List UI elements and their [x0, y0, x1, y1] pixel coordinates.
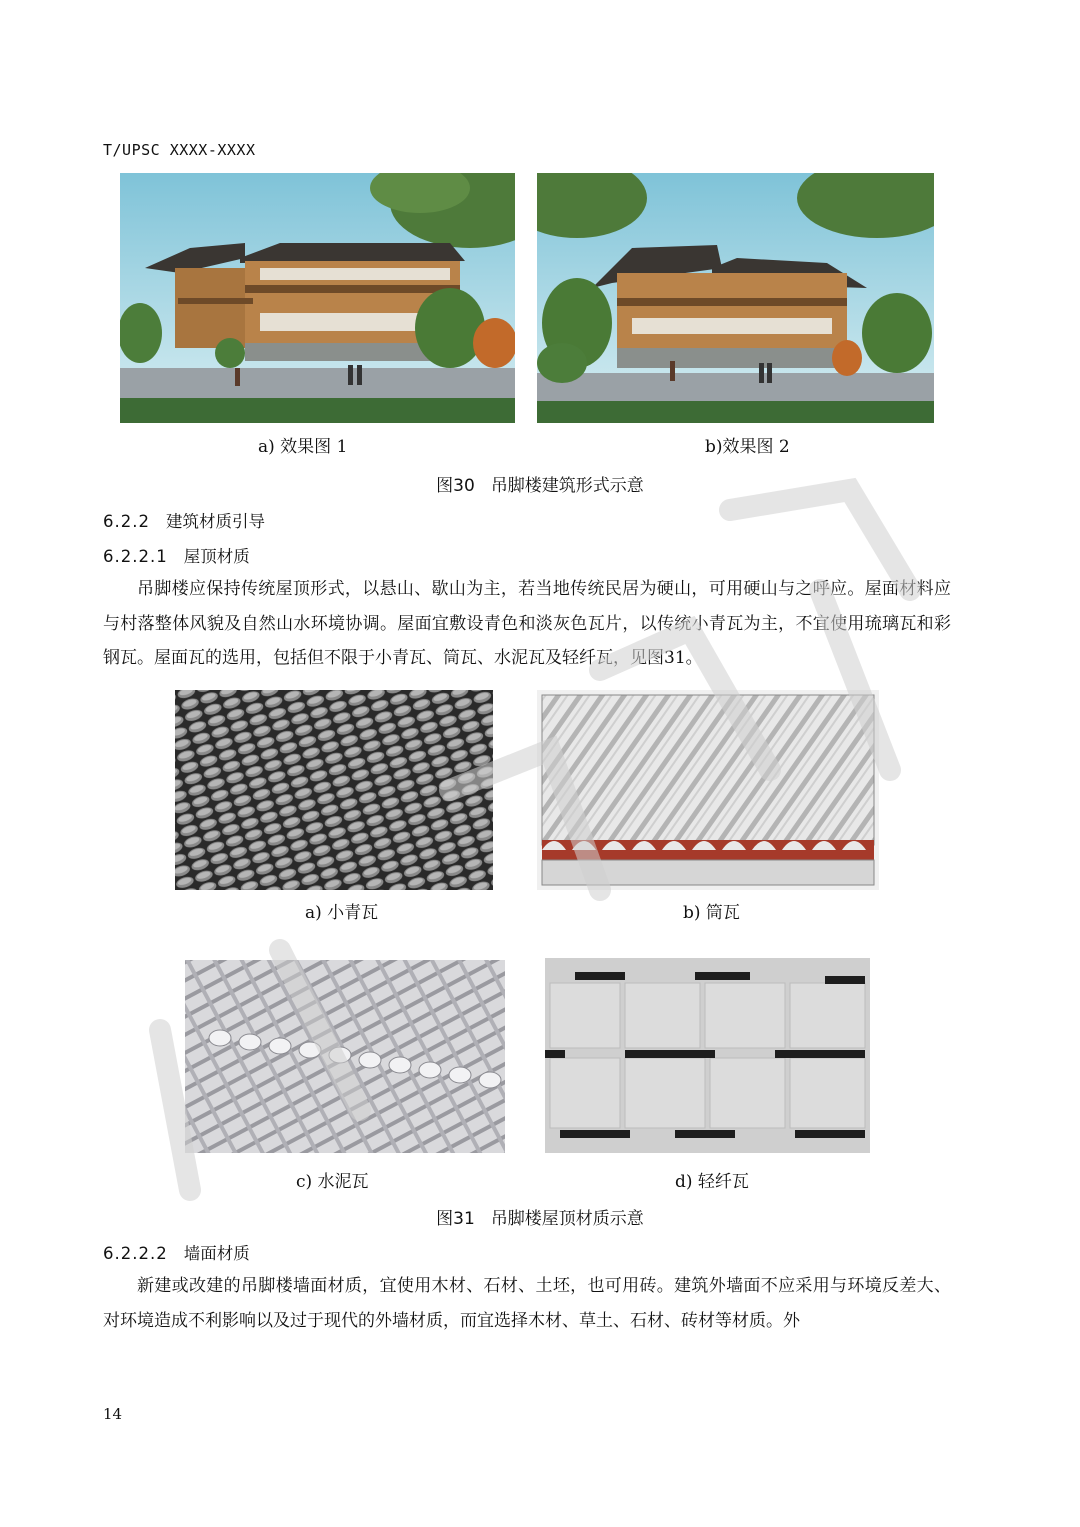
figure31-caption-c: c) 水泥瓦 [296, 1172, 369, 1192]
figure30-number: 图30 [436, 476, 475, 496]
figure31-image-b [537, 690, 879, 890]
figure31-caption-b: b) 筒瓦 [683, 903, 740, 923]
figure30-caption-a: a) 效果图 1 [258, 437, 348, 457]
figure31-title-text: 吊脚楼屋顶材质示意 [490, 1209, 644, 1229]
figure31-number: 图31 [436, 1209, 475, 1229]
figure30-title [0, 471, 1080, 496]
standard-code: T/UPSC XXXX-XXXX [103, 141, 256, 159]
section-title: 建筑材质引导 [165, 512, 265, 531]
section-title: 屋顶材质 [183, 547, 250, 566]
section-title: 墙面材质 [183, 1244, 250, 1263]
figure31-title [0, 1204, 1080, 1229]
section-number: 6.2.2.1 [103, 547, 168, 566]
page-number: 14 [103, 1405, 123, 1423]
figure31-image-c [185, 960, 505, 1153]
figure30-image-b [537, 173, 934, 423]
section-number: 6.2.2 [103, 512, 150, 531]
figure30-title-text: 吊脚楼建筑形式示意 [490, 476, 644, 496]
wall-material-paragraph: 新建或改建的吊脚楼墙面材质，宜使用木材、石材、土坯，也可用砖。建筑外墙面不应采用与环境反差大、对环境造成不利影响以及过于现代的外墙材质，而宜选择木材、草土、石材、砖材等材质。外 [103, 1276, 951, 1331]
figure31-image-a [175, 690, 493, 890]
section-number: 6.2.2.2 [103, 1244, 168, 1263]
section-6-2-2-1-heading [103, 543, 250, 567]
figure31-caption-a: a) 小青瓦 [305, 903, 379, 923]
figure31-image-d [545, 958, 870, 1153]
section-6-2-2-2-heading [103, 1240, 250, 1264]
figure30-caption-b: b)效果图 2 [705, 437, 790, 457]
roof-material-paragraph: 吊脚楼应保持传统屋顶形式，以悬山、歇山为主，若当地传统民居为硬山，可用硬山与之呼应。屋面材料应与村落整体风貌及自然山水环境协调。屋面宜敷设青色和淡灰色瓦片，以传统小青瓦为主，不宜使用琉璃瓦和彩钢瓦。屋面瓦的选用，包括但不限于小青瓦、筒瓦、水泥瓦及轻纤瓦，见图31。 [103, 579, 951, 668]
figure30-image-a [120, 173, 515, 423]
section-6-2-2-heading [103, 508, 265, 532]
figure31-caption-d: d) 轻纤瓦 [675, 1172, 749, 1192]
